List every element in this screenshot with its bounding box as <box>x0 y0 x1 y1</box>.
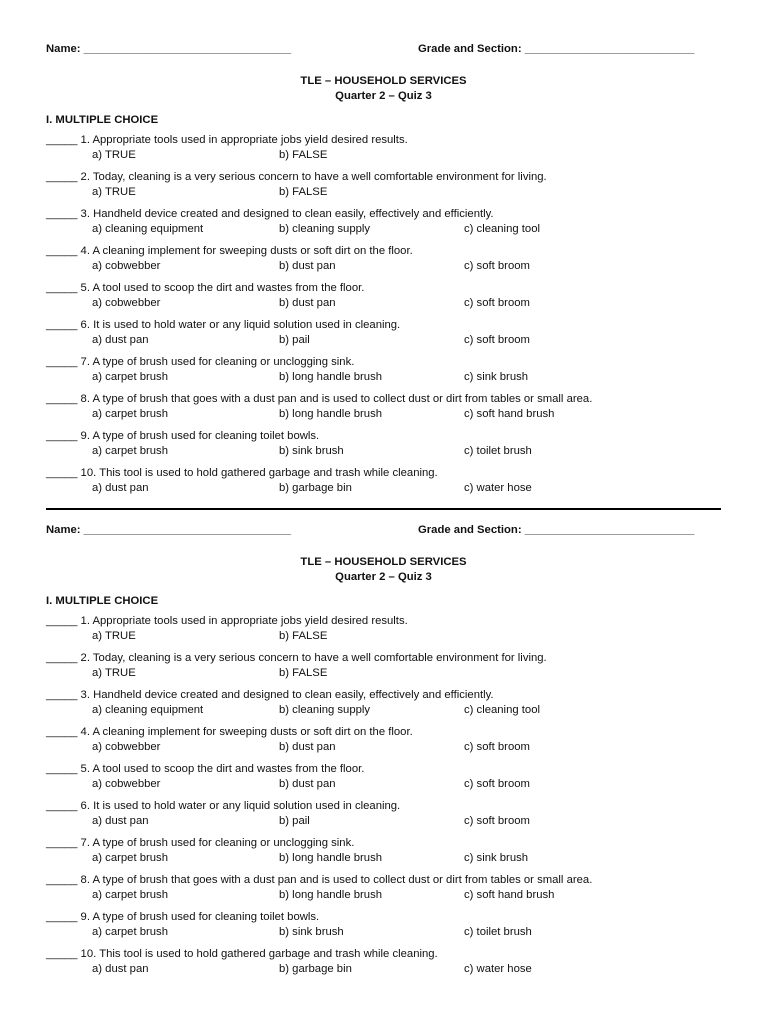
option-c: c) soft broom <box>464 334 530 346</box>
answer-options <box>46 740 721 755</box>
question-3 <box>46 688 721 718</box>
option-a: a) dust pan <box>92 963 149 975</box>
question-stem: _____ 5. A tool used to scoop the dirt and wastes from the floor. <box>46 763 365 775</box>
option-c: c) water hose <box>464 482 532 494</box>
answer-options <box>46 629 721 644</box>
option-c: c) soft broom <box>464 741 530 753</box>
option-a: a) cobwebber <box>92 260 161 272</box>
question-stem: _____ 2. Today, cleaning is a very serious concern to have a well comfortable environment for living. <box>46 171 547 183</box>
question-4 <box>46 725 721 755</box>
question-8 <box>46 873 721 903</box>
option-c: c) soft broom <box>464 297 530 309</box>
question-stem: _____ 6. It is used to hold water or any liquid solution used in cleaning. <box>46 800 401 812</box>
section-heading: I. MULTIPLE CHOICE <box>46 595 159 607</box>
answer-options <box>46 407 721 422</box>
option-c: c) toilet brush <box>464 445 532 457</box>
option-b: b) pail <box>279 815 310 827</box>
question-1 <box>46 614 721 644</box>
option-b: b) FALSE <box>279 149 328 161</box>
question-7 <box>46 355 721 385</box>
quiz-subtitle: Quarter 2 – Quiz 3 <box>335 571 432 583</box>
cut-line-divider <box>46 508 721 510</box>
answer-options <box>46 888 721 903</box>
quiz-title: TLE – HOUSEHOLD SERVICES <box>300 75 467 87</box>
question-stem: _____ 9. A type of brush used for cleaning toilet bowls. <box>46 911 320 923</box>
question-stem: _____ 7. A type of brush used for cleaning or unclogging sink. <box>46 356 355 368</box>
question-stem: _____ 3. Handheld device created and designed to clean easily, effectively and efficiently. <box>46 208 494 220</box>
option-b: b) dust pan <box>279 741 336 753</box>
answer-options <box>46 259 721 274</box>
answer-options <box>46 814 721 829</box>
question-3 <box>46 207 721 237</box>
question-list <box>46 614 721 977</box>
option-b: b) dust pan <box>279 778 336 790</box>
option-b: b) FALSE <box>279 186 328 198</box>
option-b: b) long handle brush <box>279 408 383 420</box>
option-c: c) soft broom <box>464 260 530 272</box>
answer-options <box>46 666 721 681</box>
answer-options <box>46 703 721 718</box>
header-row <box>46 42 721 59</box>
option-b: b) long handle brush <box>279 889 383 901</box>
option-c: c) sink brush <box>464 371 529 383</box>
quiz-subtitle: Quarter 2 – Quiz 3 <box>335 90 432 102</box>
answer-options <box>46 333 721 348</box>
option-a: a) carpet brush <box>92 852 168 864</box>
option-a: a) dust pan <box>92 334 149 346</box>
answer-options <box>46 962 721 977</box>
question-6 <box>46 799 721 829</box>
option-a: a) cobwebber <box>92 778 161 790</box>
answer-options <box>46 925 721 940</box>
option-a: a) TRUE <box>92 186 136 198</box>
question-list <box>46 133 721 496</box>
question-9 <box>46 429 721 459</box>
grade-section-field-label: Grade and Section: ___________________________ <box>418 43 695 55</box>
option-b: b) cleaning supply <box>279 223 371 235</box>
option-a: a) dust pan <box>92 815 149 827</box>
option-c: c) soft hand brush <box>464 408 555 420</box>
name-field-label: Name: _________________________________ <box>46 524 292 536</box>
option-a: a) cleaning equipment <box>92 223 204 235</box>
question-stem: _____ 4. A cleaning implement for sweeping dusts or soft dirt on the floor. <box>46 726 413 738</box>
answer-options <box>46 296 721 311</box>
option-a: a) cobwebber <box>92 297 161 309</box>
option-b: b) dust pan <box>279 260 336 272</box>
question-2 <box>46 651 721 681</box>
question-stem: _____ 9. A type of brush used for cleaning toilet bowls. <box>46 430 320 442</box>
option-b: b) long handle brush <box>279 852 383 864</box>
answer-options <box>46 444 721 459</box>
option-a: a) TRUE <box>92 630 136 642</box>
option-c: c) cleaning tool <box>464 223 540 235</box>
answer-options <box>46 481 721 496</box>
question-10 <box>46 947 721 977</box>
option-b: b) dust pan <box>279 297 336 309</box>
answer-options <box>46 185 721 200</box>
option-b: b) garbage bin <box>279 963 352 975</box>
question-stem: _____ 5. A tool used to scoop the dirt and wastes from the floor. <box>46 282 365 294</box>
question-stem: _____ 10. This tool is used to hold gathered garbage and trash while cleaning. <box>46 467 438 479</box>
option-c: c) soft broom <box>464 815 530 827</box>
option-a: a) carpet brush <box>92 889 168 901</box>
option-a: a) carpet brush <box>92 408 168 420</box>
question-stem: _____ 3. Handheld device created and designed to clean easily, effectively and efficiently. <box>46 689 494 701</box>
option-b: b) cleaning supply <box>279 704 371 716</box>
question-stem: _____ 6. It is used to hold water or any liquid solution used in cleaning. <box>46 319 401 331</box>
question-stem: _____ 8. A type of brush that goes with a dust pan and is used to collect dust or dirt from tables or small area. <box>46 874 593 886</box>
option-a: a) TRUE <box>92 149 136 161</box>
option-c: c) sink brush <box>464 852 529 864</box>
question-1 <box>46 133 721 163</box>
question-8 <box>46 392 721 422</box>
quiz-copy-bottom <box>46 523 721 984</box>
option-b: b) long handle brush <box>279 371 383 383</box>
option-a: a) cobwebber <box>92 741 161 753</box>
answer-options <box>46 148 721 163</box>
option-a: a) cleaning equipment <box>92 704 204 716</box>
question-stem: _____ 10. This tool is used to hold gathered garbage and trash while cleaning. <box>46 948 438 960</box>
question-7 <box>46 836 721 866</box>
answer-options <box>46 370 721 385</box>
question-4 <box>46 244 721 274</box>
question-stem: _____ 4. A cleaning implement for sweeping dusts or soft dirt on the floor. <box>46 245 413 257</box>
option-c: c) cleaning tool <box>464 704 540 716</box>
question-10 <box>46 466 721 496</box>
header-row <box>46 523 721 540</box>
option-c: c) water hose <box>464 963 532 975</box>
option-b: b) pail <box>279 334 310 346</box>
question-stem: _____ 2. Today, cleaning is a very serious concern to have a well comfortable environment for living. <box>46 652 547 664</box>
option-b: b) sink brush <box>279 926 344 938</box>
question-9 <box>46 910 721 940</box>
option-a: a) TRUE <box>92 667 136 679</box>
option-a: a) dust pan <box>92 482 149 494</box>
quiz-title: TLE – HOUSEHOLD SERVICES <box>300 556 467 568</box>
quiz-copy-top <box>46 42 721 503</box>
question-5 <box>46 281 721 311</box>
option-a: a) carpet brush <box>92 371 168 383</box>
grade-section-field-label: Grade and Section: ___________________________ <box>418 524 695 536</box>
question-6 <box>46 318 721 348</box>
option-c: c) soft broom <box>464 778 530 790</box>
option-a: a) carpet brush <box>92 445 168 457</box>
option-b: b) FALSE <box>279 667 328 679</box>
option-b: b) garbage bin <box>279 482 352 494</box>
answer-options <box>46 851 721 866</box>
option-b: b) FALSE <box>279 630 328 642</box>
name-field-label: Name: _________________________________ <box>46 43 292 55</box>
option-b: b) sink brush <box>279 445 344 457</box>
option-c: c) toilet brush <box>464 926 532 938</box>
question-5 <box>46 762 721 792</box>
option-a: a) carpet brush <box>92 926 168 938</box>
question-2 <box>46 170 721 200</box>
answer-options <box>46 222 721 237</box>
option-c: c) soft hand brush <box>464 889 555 901</box>
question-stem: _____ 1. Appropriate tools used in appropriate jobs yield desired results. <box>46 134 408 146</box>
answer-options <box>46 777 721 792</box>
question-stem: _____ 8. A type of brush that goes with a dust pan and is used to collect dust or dirt from tables or small area. <box>46 393 593 405</box>
question-stem: _____ 7. A type of brush used for cleaning or unclogging sink. <box>46 837 355 849</box>
section-heading: I. MULTIPLE CHOICE <box>46 114 159 126</box>
question-stem: _____ 1. Appropriate tools used in appropriate jobs yield desired results. <box>46 615 408 627</box>
